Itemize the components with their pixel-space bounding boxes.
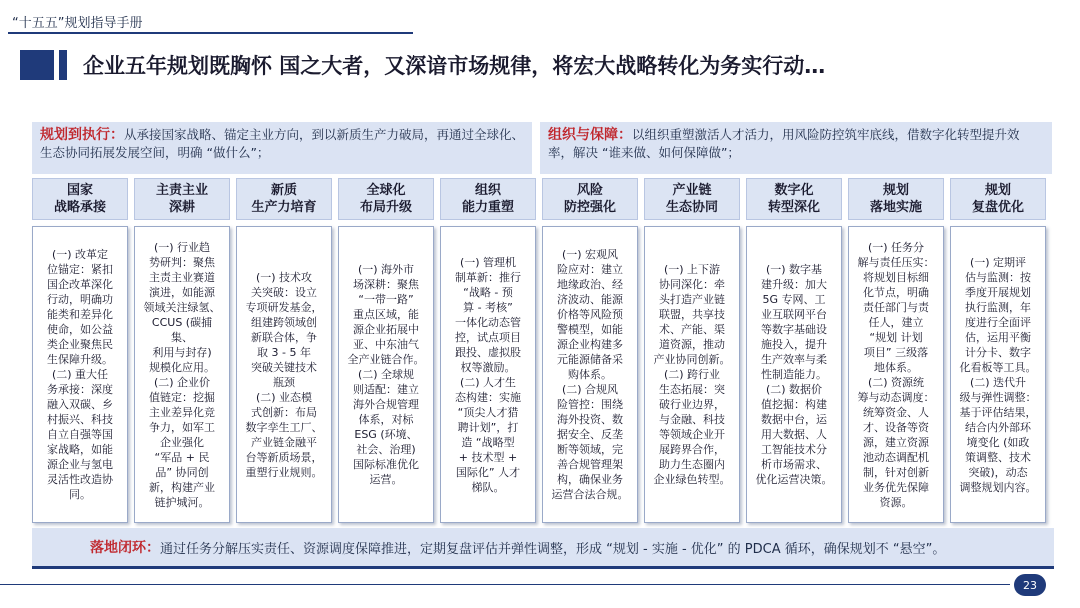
intro-planning-to-execution <box>32 122 532 174</box>
column-header <box>950 178 1046 220</box>
column-body-text: (一) 宏观风 险应对：建立 地缘政治、经 济波动、能源 价格等风险预 警模型，如能 源企业构建多 元能源储备采 购体系。 (二) 合规风 险管控：围绕 海外投资、数 据安全、反垄 断等领域，完 善合规管理架 构，确保业务 运营合法合规。 <box>551 248 629 501</box>
page-number: 23 <box>1014 574 1046 596</box>
column-header <box>32 178 128 220</box>
column-7 <box>644 178 740 523</box>
column-header <box>848 178 944 220</box>
column-card <box>542 226 638 523</box>
intro-right-text: 以组织重塑激活人才活力，用风险防控筑牢底线，借数字化转型提升效率，解决 “谁来做、如何保障做”； <box>548 127 1020 160</box>
column-header <box>542 178 638 220</box>
column-card <box>644 226 740 523</box>
intro-left-text: 从承接国家战略、锚定主业方向，到以新质生产力破局，再通过全球化、生态协同拓展发展空间，明确 “做什么”； <box>40 127 525 160</box>
page-title: 企业五年规划既胸怀 国之大者，又深谙市场规律，将宏大战略转化为务实行动… <box>83 54 826 78</box>
column-6 <box>542 178 638 523</box>
column-card <box>848 226 944 523</box>
column-title-line1: 规划 <box>882 183 909 198</box>
column-body-text: (一) 海外市 场深耕：聚焦 “一带一路” 重点区域，能 源企业拓展中 亚、中东油气 全产业链合作。 (二) 全球规 则适配：建立 海外合规管理 体系，对标 ESG (环境、 社会、治理) 国际标准优化 运营。 <box>347 263 425 486</box>
column-header <box>746 178 842 220</box>
column-header <box>134 178 230 220</box>
column-card <box>950 226 1046 523</box>
intro-left-heading: 规划到执行： <box>40 127 124 143</box>
column-title-line1: 新质 <box>270 183 297 198</box>
column-title-line2: 深耕 <box>168 200 195 215</box>
column-title-line1: 风险 <box>576 183 603 198</box>
column-card <box>440 226 536 523</box>
column-card <box>32 226 128 523</box>
document-header: “十五五”规划指导手册 <box>12 16 143 31</box>
title-marker-block <box>20 50 54 80</box>
column-body-text: (一) 管理机 制革新：推行 “战略 - 预 算 - 考核” 一体化动态管 控，试点项目 跟投、虚拟股 权等激励。 (二) 人才生 态构建：实施 “顶尖人才猎 聘计划”，打 造 “战略型 + 技术型 + 国际化” 人才 梯队。 <box>455 255 521 494</box>
column-card <box>338 226 434 523</box>
column-title-line1: 国家 <box>66 183 93 198</box>
title-marker-bar <box>59 50 67 80</box>
column-header <box>644 178 740 220</box>
column-header <box>236 178 332 220</box>
column-title-line1: 全球化 <box>366 183 406 198</box>
column-8 <box>746 178 842 523</box>
footer-heading: 落地闭环： <box>90 540 160 556</box>
column-title-line1: 组织 <box>474 183 501 198</box>
footer-accent-bar <box>32 566 1054 569</box>
column-title-line2: 生产力培育 <box>251 200 317 215</box>
column-5 <box>440 178 536 523</box>
column-card <box>236 226 332 523</box>
column-card <box>134 226 230 523</box>
column-body-text: (一) 任务分 解与责任压实： 将规划目标细 化节点，明确 责任部门与责 任人，建立 “规划 计划 项目” 三级落 地体系。 (二) 资源统 筹与动态调度： 统筹资金、人 才、设备等资 源，建立资源 池动态调配机 制，针对创新 业务优先保障 资源。 <box>857 240 935 509</box>
title-bar <box>20 50 825 80</box>
column-title-line2: 战略承接 <box>53 200 106 215</box>
column-title-line2: 防控强化 <box>563 200 616 215</box>
column-body-text: (一) 行业趋 势研判：聚焦 主责主业赛道 演进，如能源 领域关注绿氢、 CCUS (碳捕集、 利用与封存) 规模化应用。 (二) 企业价 值链定：挖掘 主业差异化竞 争力，如军工 企业强化 “军品 + 民 品” 协同创 新，构建产业 链护城河。 <box>143 240 221 509</box>
column-title-line2: 能力重塑 <box>461 200 514 215</box>
column-title-line1: 规划 <box>984 183 1011 198</box>
intro-right-heading: 组织与保障： <box>548 127 632 143</box>
column-header <box>338 178 434 220</box>
header-divider <box>8 32 413 34</box>
footer-text: 通过任务分解压实责任、资源调度保障推进，定期复盘评估并弹性调整，形成 “规划 - 实施 - 优化” 的 PDCA 循环，确保规划不 “悬空”。 <box>160 541 946 557</box>
column-title-line1: 数字化 <box>774 183 814 198</box>
column-9 <box>848 178 944 523</box>
column-4 <box>338 178 434 523</box>
column-10 <box>950 178 1046 523</box>
column-body-text: (一) 定期评 估与监测：按 季度开展规划 执行监测，年 度进行全面评 估，运用平衡 计分卡、数字 化看板等工具。 (二) 迭代升 级与弹性调整： 基于评估结果， 结合内外部环 境变化 (如政 策调整、技术 突破)，动态 调整规划内容。 <box>959 255 1037 494</box>
column-title-line1: 产业链 <box>672 183 712 198</box>
column-2 <box>134 178 230 523</box>
column-1 <box>32 178 128 523</box>
column-title-line2: 复盘优化 <box>971 200 1024 215</box>
column-title-line2: 落地实施 <box>869 200 922 215</box>
column-body-text: (一) 技术攻 关突破：设立 专项研发基金， 组建跨领域创 新联合体，争 取 3 - 5 年 突破关键技术 瓶颈 (二) 业态模 式创新：布局 数字孪生工厂、 产业链金融平 台等新质场景， 重塑行业规则。 <box>245 270 323 479</box>
column-header <box>440 178 536 220</box>
column-title-line2: 布局升级 <box>359 200 412 215</box>
column-title-line1: 主责主业 <box>155 183 208 198</box>
column-title-line2: 生态协同 <box>665 200 718 215</box>
closed-loop-summary <box>32 528 1054 566</box>
planning-columns <box>32 178 1050 523</box>
column-body-text: (一) 数字基 建升级：加大 5G 专网、工 业互联网平台 等数字基础设 施投入，提升 生产效率与柔 性制造能力。 (二) 数据价 值挖掘：构建 数据中台，运 用大数据、人 工智能技术分 析市场需求、 优化运营决策。 <box>755 263 833 486</box>
column-card <box>746 226 842 523</box>
column-body-text: (一) 改革定 位锚定：紧扣 国企改革深化 行动，明确功 能类和差异化 使命，如公益 类企业聚焦民 生保障升级。 (二) 重大任 务承接：深度 融入双碳、乡 村振兴、科技 自立自强等国 家战略，如能 源企业与氢电 灵活性改造协 同。 <box>47 248 113 501</box>
column-title-line2: 转型深化 <box>767 200 820 215</box>
column-3 <box>236 178 332 523</box>
footer-divider <box>0 584 1010 585</box>
intro-organization-and-guarantee <box>540 122 1052 174</box>
column-body-text: (一) 上下游 协同深化：牵 头打造产业链 联盟，共享技 术、产能、渠 道资源，推动 产业协同创新。 (二) 跨行业 生态拓展：突 破行业边界， 与金融、科技 等领域企业开 展跨界合作， 助力生态圈内 企业绿色转型。 <box>653 263 731 486</box>
